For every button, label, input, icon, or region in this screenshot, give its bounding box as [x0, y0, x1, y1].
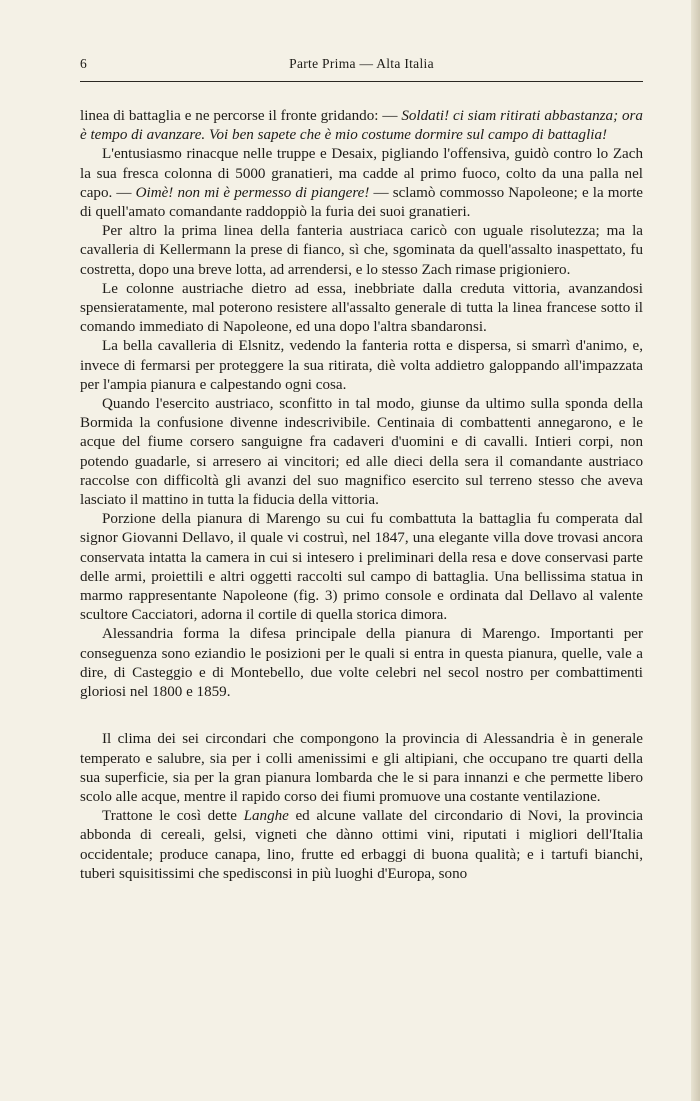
- paragraph: [80, 395, 643, 510]
- paragraph: [80, 807, 643, 884]
- page-number: 6: [80, 56, 88, 71]
- italic-text: Langhe: [243, 808, 289, 825]
- text-run: Quando l'esercito austriaco, sconfitto in tal modo, giunse da ultimo sulla sponda della Bormida la confusione divenne indescrivibile. Centinaia di combattenti annegarono, e le acque del fiume corsero sanguigne fra cadaveri d'uomini e di cavalli. Intieri corpi, non potendo guadarle, si arresero ai vincitori; ed alle dieci della sera il comandante austriaco raccolse con difficoltà gli avanzi del suo magnifico esercito sul terreno stesso che aveva lasciato il mattino in tutta la fiducia della vittoria.: [80, 396, 643, 509]
- paragraph: [80, 337, 643, 395]
- paragraph: [80, 280, 643, 338]
- italic-text: Soldati! ci siam ritirati abbastanza; ora è tempo di avanzare. Voi ben sapete che è mio costume dormire sul campo di battaglia!: [80, 108, 643, 144]
- italic-text: Oimè! non mi è permesso di piangere!: [135, 184, 370, 201]
- text-run: — sclamò commosso Napoleone; e la morte di quell'amato comandante raddoppiò la furia dei suoi granatieri.: [80, 184, 643, 221]
- book-page: [80, 56, 643, 884]
- text-run: La bella cavalleria di Elsnitz, vedendo la fanteria rotta e dispersa, si smarrì d'animo, e, invece di fermarsi per proteggere la sua ritirata, diè volta addietro galoppando all'impazzata per l'ampia pianura e calpestando ogni cosa.: [80, 338, 643, 393]
- header-rule: [80, 81, 643, 82]
- paragraph: [80, 222, 643, 280]
- text-run: Alessandria forma la difesa principale della pianura di Marengo. Importanti per conseguenza sono eziandio le posizioni per le quali si entra in questa pianura, quelle, vale a dire, di Casteggio e di Montebello, due volte celebri nel secol nostro per combattimenti gloriosi nel 1800 e 1859.: [80, 626, 643, 701]
- section-gap: [80, 702, 643, 730]
- paragraph: [80, 107, 643, 145]
- text-run: ed alcune vallate del circondario di Novi, la provincia abbonda di cereali, gelsi, vigneti che dànno ottimi vini, riputati i migliori dell'Italia occidentale; produce canapa, lino, frutte ed erbaggi di buona qualità; e i tartufi bianchi, tuberi squisitissimi che spedisconsi in più luoghi d'Europa, sono: [80, 808, 644, 882]
- text-run: Il clima dei sei circondari che compongono la provincia di Alessandria è in generale temperato e salubre, sia per i colli amenissimi e gli altipiani, che occupano tre quarti della sua superficie, sia per la gran pianura lombarda che le si para innanzi e che permette libero scolo alle acque, mentre il rapido corso dei fiumi promuove una costante ventilazione.: [80, 731, 643, 805]
- text-run: Trattone le così dette: [102, 808, 244, 825]
- body-text: [80, 107, 643, 884]
- paragraph: [80, 510, 643, 625]
- page-header: [80, 56, 643, 78]
- running-head: Parte Prima — Alta Italia: [289, 56, 434, 71]
- page-edge-shadow: [691, 0, 700, 1101]
- paragraph: [80, 625, 643, 702]
- text-run: linea di battaglia e ne percorse il fronte gridando: —: [80, 108, 402, 124]
- text-run: Per altro la prima linea della fanteria austriaca caricò con uguale risolutezza; ma la cavalleria di Kellermann la prese di fianco, sì che, sgominata da quell'assalto inaspettato, fu costretta, dopo una breve lotta, ad arrendersi, e lo stesso Zach rimase prigioniero.: [80, 223, 643, 278]
- paragraph: [80, 730, 643, 807]
- paragraph: [80, 145, 643, 222]
- text-run: L'entusiasmo rinacque nelle truppe e Desaix, pigliando l'offensiva, guidò contro lo Zach la sua fresca colonna di 5000 granatieri, ma cadde al primo fuoco, colto da una palla nel capo. —: [80, 146, 643, 201]
- text-run: Le colonne austriache dietro ad essa, inebbriate dalla creduta vittoria, avanzandosi spensieratamente, mal poterono resistere all'assalto generale di tutta la linea francese sotto il comando immediato di Napoleone, ed una dopo l'altra sbandaronsi.: [80, 280, 643, 336]
- text-run: Porzione della pianura di Marengo su cui fu combattuta la battaglia fu comperata dal signor Giovanni Dellavo, il quale vi costruì, nel 1847, una elegante villa dove trovasi ancora conservata intatta la camera in cui si intesero i preliminari della resa e dove conservasi parte delle armi, proiettili e altri oggetti raccolti sul campo di battaglia. Una bellissima statua in marmo rappresentante Napoleone (fig. 3) primo console e ordinata dal Dellavo al valente scultore Cacciatori, adorna il cortile di quella storica dimora.: [80, 511, 643, 624]
